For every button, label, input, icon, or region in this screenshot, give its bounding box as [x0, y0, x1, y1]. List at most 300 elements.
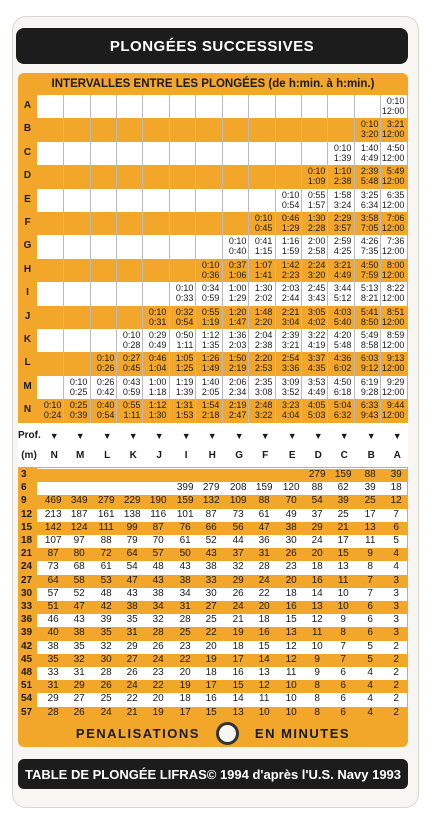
interval-from: 2:29 — [333, 213, 352, 223]
depth-label: 15 — [21, 521, 33, 533]
depth-label: 27 — [21, 574, 33, 586]
interval-cell — [354, 330, 378, 350]
interval-cell — [248, 213, 272, 233]
interval-cell — [169, 307, 193, 327]
interval-from: 5:49 — [386, 166, 405, 177]
penalty-cell: 61 — [179, 535, 191, 546]
penalty-cell: 7 — [367, 574, 373, 586]
penalty-cell: 13 — [364, 521, 376, 533]
penalty-cell: 18 — [232, 640, 244, 652]
interval-to: 1:41 — [254, 269, 273, 280]
interval-cell — [354, 400, 378, 420]
penalty-cell: 28 — [47, 706, 59, 718]
interval-cell — [275, 330, 299, 350]
penalty-cell: 17 — [179, 706, 191, 718]
interval-from: 1:07 — [254, 259, 273, 270]
interval-from: 2:20 — [254, 353, 273, 364]
penalty-cell: 24 — [100, 706, 112, 718]
interval-cell — [195, 283, 219, 303]
penalty-cell: 12 — [285, 653, 297, 665]
interval-to: 2:19 — [228, 363, 247, 374]
penalty-cell: 8 — [340, 627, 346, 639]
interval-to: 1:06 — [228, 269, 247, 280]
penalty-cell: 88 — [364, 469, 376, 480]
penalty-cell: 52 — [205, 535, 217, 546]
interval-to: 9:12 — [360, 363, 379, 374]
penalty-cell: 44 — [232, 535, 244, 546]
interval-to: 6:32 — [333, 410, 352, 421]
penalty-cell: 6 — [340, 667, 346, 678]
interval-cell — [380, 400, 404, 420]
depth-label: 48 — [21, 667, 33, 678]
interval-to: 5:48 — [360, 176, 379, 187]
penalty-cell: 19 — [205, 653, 217, 665]
penalty-cell: 26 — [232, 587, 244, 599]
interval-from: 1:12 — [201, 330, 220, 340]
penalty-cell: 28 — [100, 667, 112, 678]
interval-to: 0:40 — [228, 246, 247, 257]
punch-hole-icon — [216, 722, 239, 745]
penalty-cell: 19 — [179, 680, 191, 692]
penalty-cell: 17 — [232, 653, 244, 665]
penalty-cell: 7 — [367, 587, 373, 599]
interval-from: 0:10 — [360, 119, 379, 130]
penalty-cell: 29 — [232, 574, 244, 586]
penalty-cell: 6 — [340, 706, 346, 718]
column-letter-k: K — [129, 450, 137, 461]
interval-from: 0:10 — [386, 96, 405, 106]
penalty-cell: 132 — [202, 495, 220, 507]
grid-line — [327, 95, 328, 423]
interval-to: 1:35 — [201, 340, 220, 350]
interval-from: 0:10 — [201, 259, 220, 270]
interval-cell — [380, 260, 404, 280]
table-title: PLONGÉES SUCCESSIVES — [109, 37, 315, 55]
penalty-cell: 19 — [152, 706, 164, 718]
interval-from: 2:39 — [281, 330, 300, 340]
interval-from: 5:13 — [360, 283, 379, 294]
interval-to: 12:00 — [381, 199, 405, 210]
interval-cell — [380, 166, 404, 186]
interval-to: 0:45 — [122, 363, 141, 374]
grid-line — [222, 95, 223, 423]
interval-cell — [169, 377, 193, 397]
interval-cell — [354, 213, 378, 233]
interval-to: 2:03 — [228, 340, 247, 350]
penalty-cell: 7 — [340, 640, 346, 652]
penalty-cell: 29 — [47, 693, 59, 705]
interval-from: 0:32 — [175, 306, 194, 317]
interval-from: 2:19 — [228, 400, 247, 411]
penalty-cell: 33 — [205, 574, 217, 586]
interval-from: 0:10 — [333, 142, 352, 153]
interval-cell — [327, 213, 351, 233]
interval-from: 0:55 — [201, 306, 220, 317]
interval-from: 1:40 — [360, 142, 379, 153]
penalty-cell: 39 — [364, 482, 376, 494]
interval-cell — [354, 283, 378, 303]
interval-from: 2:03 — [281, 283, 300, 294]
interval-to: 1:49 — [201, 363, 220, 374]
penalty-cell: 7 — [393, 508, 399, 520]
penalty-cell: 38 — [152, 587, 164, 599]
interval-from: 0:10 — [175, 283, 194, 294]
column-letter-l: L — [104, 450, 111, 461]
penalty-cell: 3 — [393, 627, 399, 639]
interval-from: 1:50 — [228, 353, 247, 364]
penalty-cell: 24 — [311, 535, 323, 546]
interval-to: 1:59 — [281, 246, 300, 257]
penalty-cell: 159 — [334, 469, 352, 480]
interval-cell — [380, 377, 404, 397]
penalty-cell: 11 — [286, 667, 297, 678]
penalty-cell: 29 — [311, 521, 323, 533]
interval-from: 9:13 — [386, 353, 405, 364]
interval-to: 5:40 — [333, 316, 352, 327]
grid-line — [275, 95, 276, 423]
interval-from: 0:10 — [43, 400, 62, 411]
penalty-cell: 64 — [126, 548, 138, 560]
interval-from: 4:50 — [333, 376, 352, 387]
penalty-cell: 9 — [340, 614, 346, 626]
penalty-cell: 88 — [258, 495, 270, 507]
interval-from: 9:44 — [386, 400, 405, 411]
interval-to: 3:04 — [281, 316, 300, 327]
interval-cell — [142, 330, 166, 350]
interval-cell — [195, 260, 219, 280]
interval-cell — [195, 330, 219, 350]
interval-to: 1:39 — [175, 386, 194, 397]
penalty-caption — [18, 720, 408, 747]
penalty-cell: 190 — [149, 495, 167, 507]
down-arrow-icon: ▼ — [366, 431, 376, 441]
interval-to: 1:04 — [148, 363, 167, 374]
penalty-cell: 15 — [337, 548, 349, 560]
penalty-cell: 14 — [258, 653, 270, 665]
footer-banner — [18, 759, 408, 789]
penalty-cell: 10 — [337, 587, 349, 599]
group-letter-j: J — [24, 310, 31, 322]
interval-cell — [222, 330, 246, 350]
interval-cell — [380, 143, 404, 163]
group-letter-i: I — [26, 287, 29, 299]
depth-label: 12 — [21, 508, 33, 520]
interval-from: 0:50 — [175, 330, 194, 340]
interval-from: 0:10 — [281, 189, 300, 200]
penalty-cell: 70 — [152, 535, 164, 546]
column-letter-j: J — [156, 450, 162, 461]
interval-cell — [301, 236, 325, 256]
interval-to: 1:25 — [175, 363, 194, 374]
interval-to: 1:15 — [254, 246, 273, 257]
penalty-cell: 469 — [44, 495, 62, 507]
penalty-cell: 27 — [205, 601, 217, 612]
group-letter-n: N — [23, 404, 32, 416]
down-arrow-icon: ▼ — [154, 431, 164, 441]
interval-from: 0:34 — [201, 283, 220, 294]
down-arrow-icon: ▼ — [49, 431, 59, 441]
depth-label: 54 — [21, 693, 33, 705]
interval-cell — [116, 330, 140, 350]
interval-cell — [222, 400, 246, 420]
interval-cell — [301, 400, 325, 420]
penalty-cell: 4 — [393, 561, 399, 573]
grid-line — [169, 95, 170, 423]
interval-to: 1:47 — [228, 316, 247, 327]
penalty-cell: 87 — [205, 508, 217, 520]
penalty-cell: 43 — [73, 614, 85, 626]
interval-to: 0:54 — [281, 199, 300, 210]
penalty-cell: 39 — [337, 495, 349, 507]
interval-to: 2:02 — [254, 293, 273, 304]
interval-cell — [380, 119, 404, 139]
interval-cell — [248, 353, 272, 373]
penalty-cell: 12 — [311, 614, 323, 626]
interval-cell — [327, 143, 351, 163]
penalty-cell: 79 — [126, 535, 138, 546]
penalty-cell: 11 — [312, 627, 323, 639]
interval-cell — [169, 330, 193, 350]
interval-to: 2:05 — [201, 386, 220, 397]
penalty-cell: 2 — [393, 680, 399, 692]
penalty-cell: 37 — [232, 548, 244, 560]
interval-to: 9:43 — [360, 410, 379, 421]
penalty-cell: 2 — [393, 706, 399, 718]
depth-label: 51 — [21, 680, 33, 692]
penalty-cell: 76 — [179, 521, 191, 533]
column-letter-e: E — [288, 450, 296, 461]
column-letter-f: F — [262, 450, 269, 461]
penalty-cell: 15 — [205, 706, 217, 718]
interval-from: 7:06 — [386, 213, 405, 223]
interval-cell — [222, 377, 246, 397]
interval-to: 2:20 — [254, 316, 273, 327]
penalty-cell: 3 — [393, 574, 399, 586]
penalty-cell: 12 — [285, 640, 297, 652]
interval-cell — [142, 377, 166, 397]
penalty-cell: 8 — [314, 693, 320, 705]
penalty-cell: 161 — [97, 508, 115, 520]
interval-cell — [327, 190, 351, 210]
depth-label: 30 — [21, 587, 33, 599]
interval-from: 2:21 — [281, 306, 300, 317]
penalty-cell: 23 — [152, 667, 164, 678]
interval-cell — [248, 400, 272, 420]
interval-to: 7:05 — [360, 223, 379, 233]
interval-to: 3:52 — [281, 386, 300, 397]
interval-to: 0:25 — [69, 386, 88, 397]
column-letter-c: C — [340, 450, 348, 461]
penalty-cell: 120 — [282, 482, 300, 494]
interval-cell — [169, 353, 193, 373]
interval-cell — [142, 353, 166, 373]
penalty-cell: 24 — [126, 680, 138, 692]
interval-to: 1:11 — [123, 410, 141, 421]
depth-label: 33 — [21, 601, 33, 612]
penalty-cell: 54 — [126, 561, 138, 573]
penalty-cell: 14 — [232, 693, 244, 705]
penalty-cell: 8 — [314, 680, 320, 692]
column-letter-n: N — [50, 450, 58, 461]
penalty-cell: 26 — [152, 640, 164, 652]
interval-to: 6:18 — [333, 386, 352, 397]
interval-cell — [90, 353, 114, 373]
penalty-cell: 16 — [232, 667, 244, 678]
interval-cell — [222, 236, 246, 256]
penalty-cell: 18 — [179, 693, 191, 705]
interval-from: 1:30 — [254, 283, 273, 294]
interval-from: 2:04 — [254, 330, 273, 340]
down-arrow-icon: ▼ — [313, 431, 323, 441]
grid-line — [116, 95, 117, 423]
interval-from: 3:05 — [307, 306, 326, 317]
interval-from: 0:25 — [69, 400, 88, 411]
interval-from: 2:48 — [254, 400, 273, 411]
penalty-cell: 66 — [205, 521, 217, 533]
interval-cell — [195, 353, 219, 373]
penalty-cell: 25 — [364, 495, 376, 507]
interval-cell — [275, 236, 299, 256]
group-letter-c: C — [23, 146, 32, 158]
interval-to: 8:21 — [360, 293, 379, 304]
group-letter-a: A — [23, 100, 32, 111]
penalty-cell: 49 — [285, 508, 297, 520]
interval-to: 0:59 — [122, 386, 141, 397]
interval-cell — [275, 400, 299, 420]
penalty-cell: 208 — [229, 482, 247, 494]
interval-cell — [142, 307, 166, 327]
penalty-cell: 73 — [232, 508, 244, 520]
interval-cell — [354, 236, 378, 256]
interval-cell — [275, 260, 299, 280]
interval-from: 4:05 — [307, 400, 326, 411]
group-letter-e: E — [24, 193, 31, 205]
penalty-cell: 20 — [258, 601, 270, 612]
interval-from: 1:36 — [228, 330, 247, 340]
interval-to: 3:20 — [360, 129, 379, 140]
down-arrow-icon: ▼ — [128, 431, 138, 441]
penalty-cell: 35 — [126, 614, 138, 626]
penalisations-label: PENALISATIONS — [75, 726, 200, 741]
penalty-cell: 31 — [126, 627, 138, 639]
penalty-cell: 30 — [285, 535, 297, 546]
penalty-cell: 124 — [70, 521, 88, 533]
depth-label: 57 — [21, 706, 33, 718]
penalty-cell: 4 — [367, 706, 373, 718]
penalty-cell: 70 — [285, 495, 297, 507]
penalty-cell: 47 — [258, 521, 270, 533]
interval-cell — [248, 260, 272, 280]
penalty-cell: 9 — [314, 653, 320, 665]
interval-from: 2:45 — [307, 283, 326, 294]
table-title-banner — [16, 28, 408, 64]
penalty-cell: 20 — [205, 640, 217, 652]
interval-cell — [380, 213, 404, 233]
penalty-cell: 47 — [126, 574, 138, 586]
interval-to: 2:53 — [254, 363, 273, 374]
penalty-cell: 37 — [311, 508, 323, 520]
penalty-cell: 12 — [390, 495, 402, 507]
penalty-cell: 20 — [285, 574, 297, 586]
penalty-cell: 6 — [340, 693, 346, 705]
interval-to: 8:58 — [360, 340, 379, 350]
penalty-cell: 18 — [390, 482, 402, 494]
interval-to: 0:26 — [96, 363, 115, 374]
interval-to: 12:00 — [381, 106, 405, 116]
penalty-cell: 13 — [232, 706, 244, 718]
interval-to: 4:49 — [360, 152, 379, 163]
interval-to: 12:00 — [381, 363, 405, 374]
interval-to: 12:00 — [381, 340, 405, 350]
interval-from: 4:50 — [360, 259, 379, 270]
penalty-cell: 33 — [47, 667, 59, 678]
interval-cell — [116, 377, 140, 397]
interval-from: 1:30 — [307, 213, 326, 223]
interval-from: 0:10 — [96, 353, 115, 364]
interval-from: 4:26 — [360, 236, 379, 247]
interval-to: 2:38 — [254, 340, 273, 350]
penalty-cell: 21 — [337, 521, 349, 533]
down-arrow-icon: ▼ — [181, 431, 191, 441]
interval-from: 0:10 — [254, 213, 273, 223]
interval-cell — [116, 400, 140, 420]
interval-from: 0:37 — [228, 259, 247, 270]
penalty-cell: 31 — [258, 548, 270, 560]
interval-cell — [301, 260, 325, 280]
interval-cell — [354, 119, 378, 139]
interval-cell — [354, 260, 378, 280]
interval-from: 2:54 — [281, 353, 300, 364]
interval-to: 4:19 — [307, 340, 326, 350]
penalty-cell: 18 — [285, 587, 297, 599]
interval-to: 5:48 — [333, 340, 352, 350]
penalty-cell: 18 — [311, 561, 323, 573]
interval-cell — [90, 377, 114, 397]
penalty-cell: 10 — [285, 693, 297, 705]
penalty-cell: 31 — [47, 680, 59, 692]
interval-to: 1:57 — [307, 199, 326, 210]
interval-cell — [301, 307, 325, 327]
interval-to: 12:00 — [381, 293, 405, 304]
group-letter-g: G — [23, 240, 32, 252]
interval-to: 12:00 — [381, 176, 405, 187]
interval-from: 1:58 — [333, 189, 352, 200]
penalty-cell: 279 — [97, 495, 115, 507]
depth-label: 24 — [21, 561, 33, 573]
interval-from: 1:16 — [281, 236, 300, 247]
interval-from: 7:36 — [386, 236, 405, 247]
interval-from: 3:53 — [307, 376, 326, 387]
interval-to: 1:29 — [281, 223, 300, 233]
interval-cell — [248, 307, 272, 327]
interval-from: 4:20 — [333, 330, 352, 340]
interval-cell — [354, 190, 378, 210]
group-letter-m: M — [23, 380, 32, 392]
penalty-cell: 38 — [47, 640, 59, 652]
interval-cell — [380, 96, 404, 116]
penalty-cell: 2 — [393, 693, 399, 705]
penalty-cell: 17 — [364, 508, 376, 520]
penalty-cell: 48 — [152, 561, 164, 573]
penalty-cell: 64 — [47, 574, 59, 586]
penalty-cell: 38 — [285, 521, 297, 533]
grid-line — [301, 95, 302, 423]
penalty-cell: 19 — [232, 627, 244, 639]
interval-from: 8:22 — [386, 283, 405, 294]
interval-cell — [380, 307, 404, 327]
penalty-cell: 36 — [258, 535, 270, 546]
depth-label: 21 — [21, 548, 33, 560]
